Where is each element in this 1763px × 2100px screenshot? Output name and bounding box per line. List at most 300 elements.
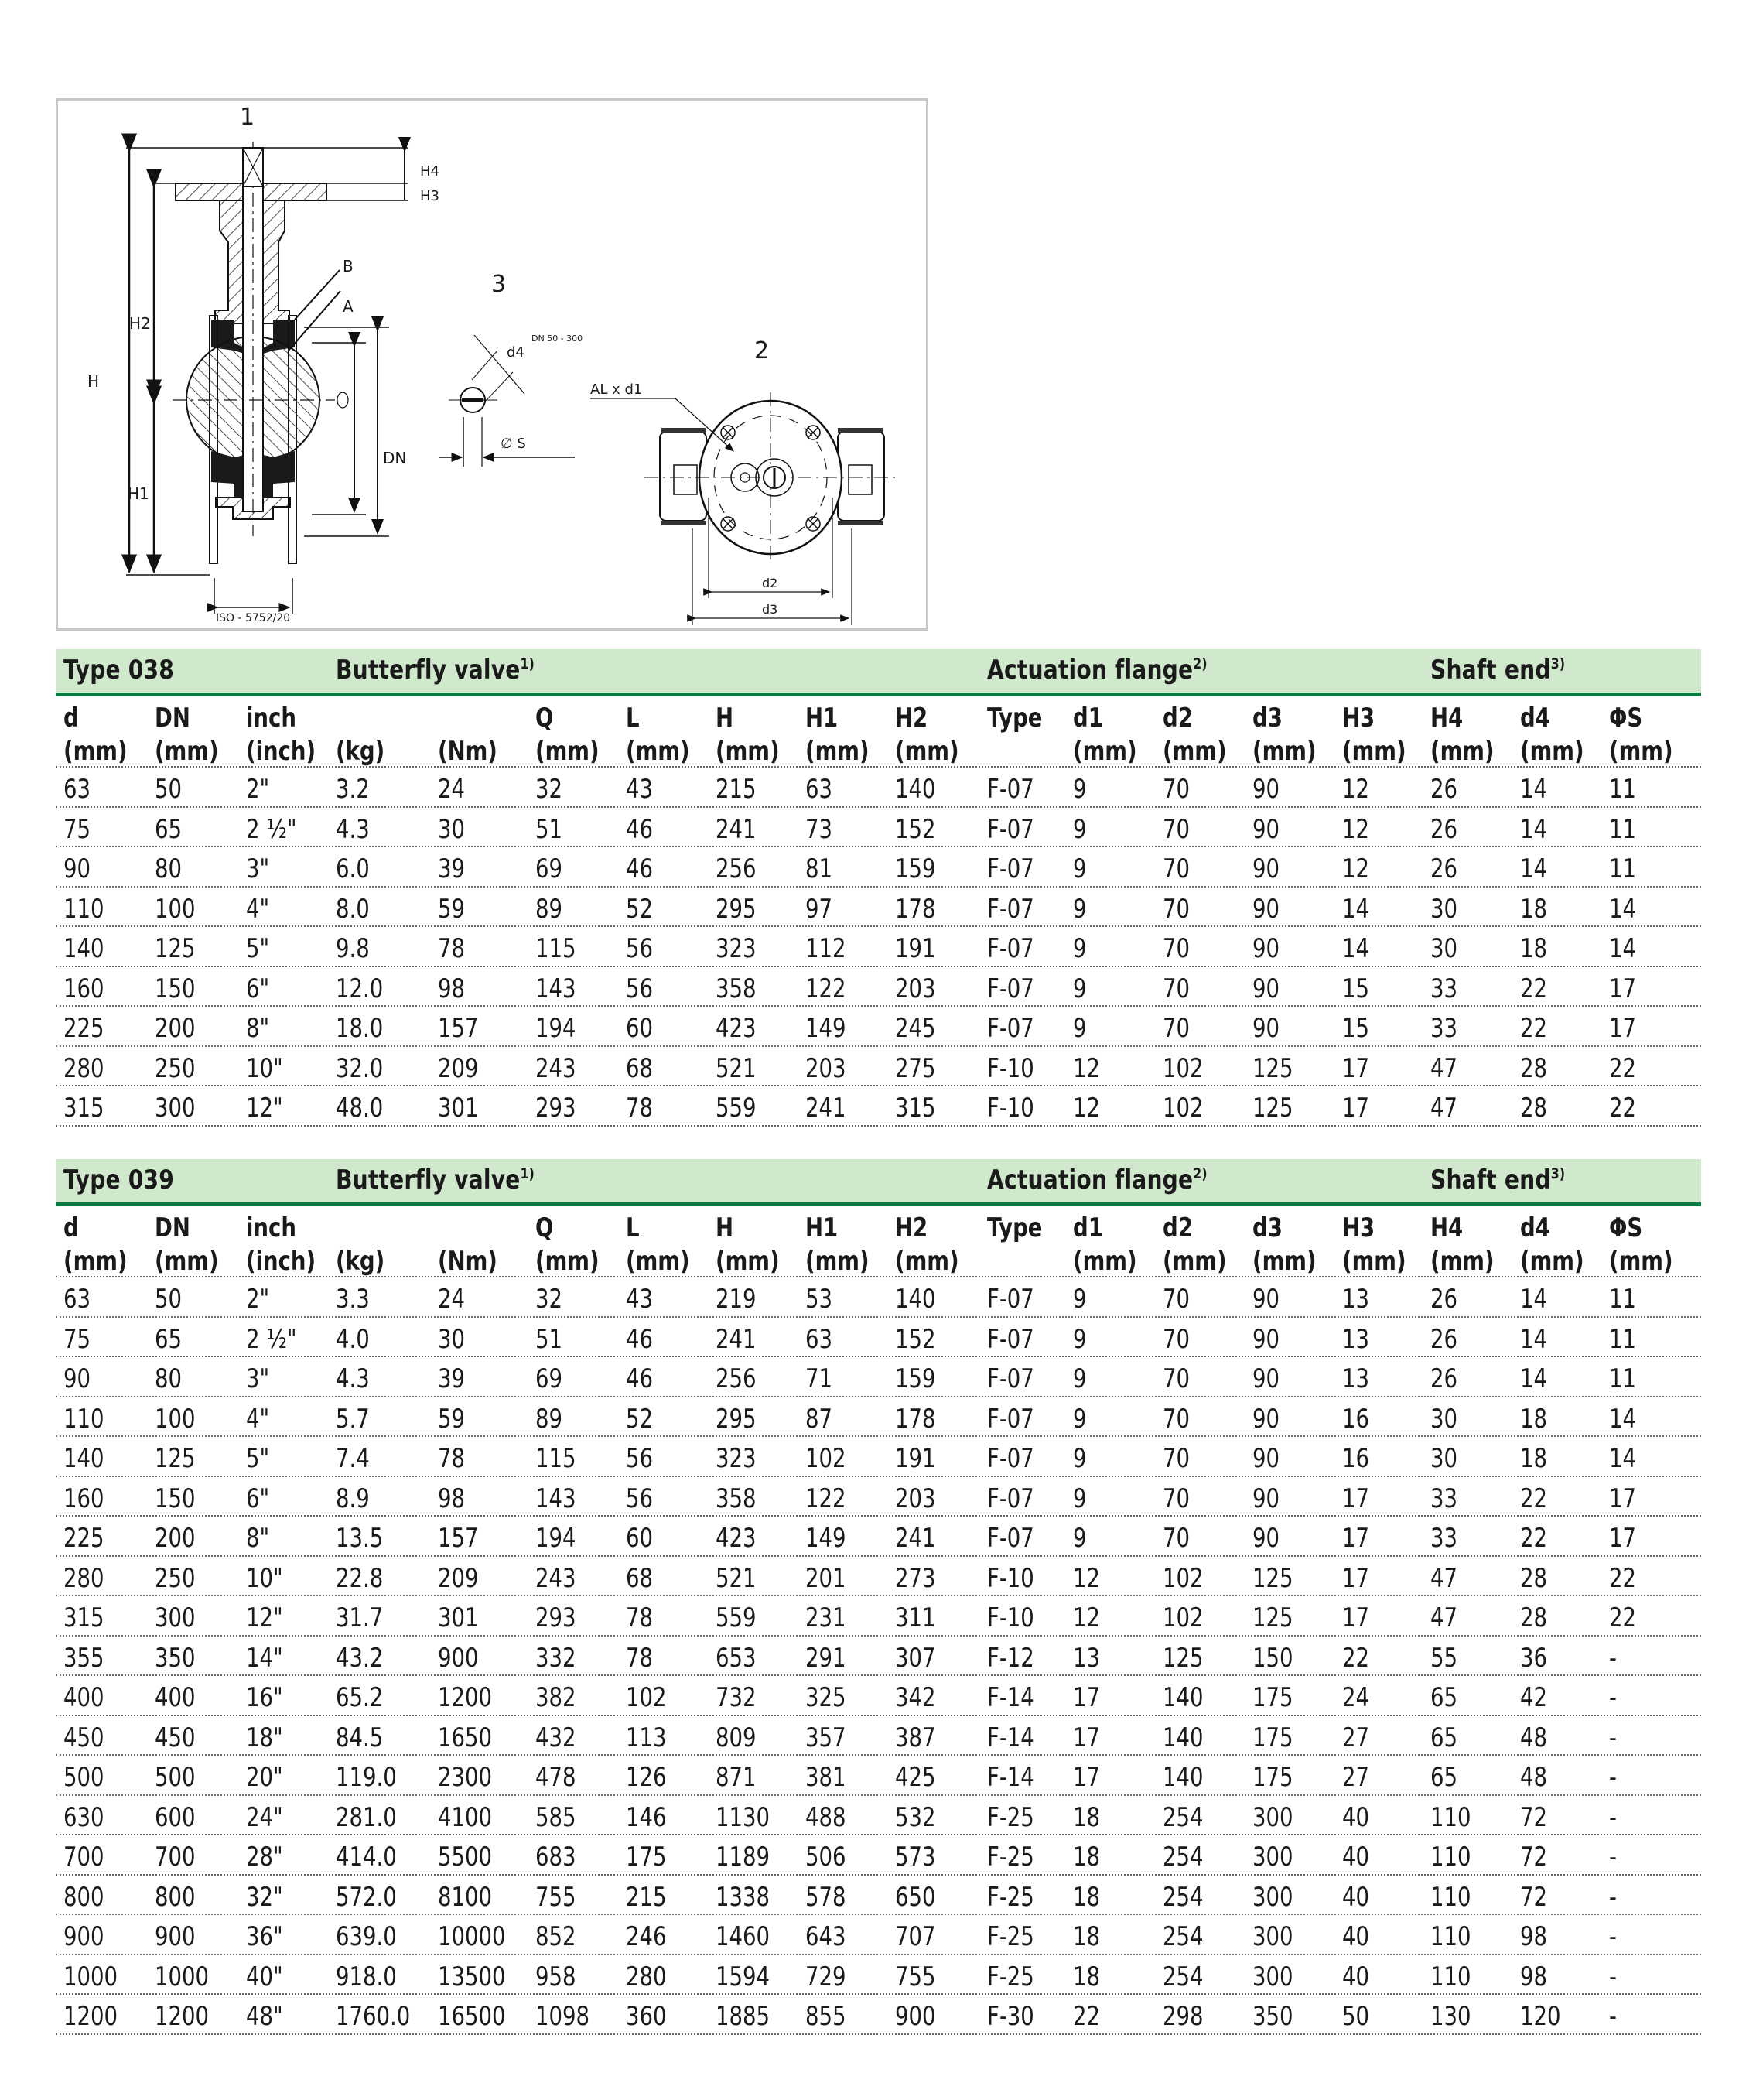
cell-h4: 110 [1430, 1881, 1471, 1913]
cell-dn: 800 [155, 1881, 196, 1913]
cell-q: 382 [535, 1682, 576, 1713]
cell-dn: 500 [155, 1762, 196, 1793]
cell-d1: 9 [1073, 1363, 1087, 1394]
cell-h2: 178 [895, 1403, 936, 1435]
cell-d1: 18 [1073, 1881, 1101, 1913]
cell-l: 56 [626, 1443, 654, 1474]
group-shaft-end: Shaft end$^{3)}$ [1430, 655, 1566, 686]
cell-flange-type: F-10 [987, 1562, 1034, 1594]
cell-l: 52 [626, 893, 654, 925]
cell-h3: 40 [1342, 1801, 1370, 1833]
cell-h2: 707 [895, 1921, 936, 1952]
cell-d3: 175 [1252, 1682, 1293, 1713]
cell-d3: 90 [1252, 1443, 1280, 1474]
cell-torque: 900 [438, 1642, 479, 1674]
cell-h1: 203 [805, 1052, 846, 1084]
cell-d2: 70 [1163, 1443, 1191, 1474]
cell-d4: 22 [1520, 1483, 1548, 1514]
col-header-d4: d4 [1520, 1212, 1550, 1243]
cell-d1: 12 [1073, 1093, 1101, 1124]
cell-d: 315 [63, 1093, 104, 1124]
cell-phi-s: 11 [1609, 1284, 1637, 1315]
cell-inch: 8" [246, 1013, 270, 1044]
spec-table-type-039 [56, 1159, 1701, 2035]
cell-d4: 14 [1520, 1363, 1548, 1394]
cell-torque: 301 [438, 1602, 479, 1633]
cell-torque: 10000 [438, 1921, 506, 1952]
col-unit-d1: (mm) [1073, 736, 1137, 767]
cell-h: 559 [716, 1602, 757, 1633]
cell-d4: 14 [1520, 853, 1548, 884]
table-row [56, 967, 1701, 1007]
cell-d4: 14 [1520, 1284, 1548, 1315]
col-header-dn: DN [155, 1212, 190, 1243]
cell-d1: 22 [1073, 2001, 1101, 2032]
cell-weight: 572.0 [336, 1881, 397, 1913]
col-header-h: H [716, 703, 734, 734]
cell-l: 60 [626, 1013, 654, 1044]
cell-h3: 13 [1342, 1363, 1370, 1394]
cell-d3: 90 [1252, 774, 1280, 805]
cell-d3: 350 [1252, 2001, 1293, 2032]
cell-d4: 120 [1520, 2001, 1561, 2032]
cell-h1: 102 [805, 1443, 846, 1474]
cell-d: 90 [63, 853, 91, 884]
cell-inch: 2 ½" [246, 1323, 297, 1355]
dim-label-DN: DN [383, 449, 407, 467]
cell-h4: 26 [1430, 1284, 1458, 1315]
cell-dn: 50 [155, 1284, 183, 1315]
cell-phi-s: - [1609, 1722, 1617, 1753]
cell-h3: 14 [1342, 893, 1370, 925]
cell-phi-s: - [1609, 1642, 1617, 1674]
col-unit-h: (mm) [716, 736, 780, 767]
cell-h3: 15 [1342, 973, 1370, 1004]
cell-d4: 36 [1520, 1642, 1548, 1674]
cell-h: 241 [716, 813, 757, 845]
cell-d3: 125 [1252, 1093, 1293, 1124]
cell-phi-s: - [1609, 1881, 1617, 1913]
table-row [56, 768, 1701, 808]
cell-flange-type: F-07 [987, 774, 1034, 805]
cell-d1: 9 [1073, 1523, 1087, 1554]
cell-h1: 53 [805, 1284, 833, 1315]
cell-h: 871 [716, 1762, 757, 1793]
dim-label-al-d1: AL x d1 [590, 381, 643, 398]
col-header-h: H [716, 1212, 734, 1243]
cell-dn: 300 [155, 1093, 196, 1124]
cell-d4: 48 [1520, 1762, 1548, 1793]
cell-dn: 1000 [155, 1961, 210, 1992]
cell-d4: 48 [1520, 1722, 1548, 1753]
cell-dn: 350 [155, 1642, 196, 1674]
cell-torque: 39 [438, 1363, 466, 1394]
cell-weight: 32.0 [336, 1052, 384, 1084]
cell-d: 800 [63, 1881, 104, 1913]
cell-h4: 47 [1430, 1562, 1458, 1594]
cell-inch: 6" [246, 973, 270, 1004]
cell-d3: 90 [1252, 1284, 1280, 1315]
col-header-h1: H1 [805, 1212, 839, 1243]
cell-q: 432 [535, 1722, 576, 1753]
dim-label-H3: H3 [420, 188, 439, 204]
col-header-phi-s: ΦS [1609, 1212, 1643, 1243]
cell-phi-s: 22 [1609, 1562, 1637, 1594]
cell-h1: 149 [805, 1013, 846, 1044]
cell-h2: 573 [895, 1842, 936, 1873]
col-header-d4: d4 [1520, 703, 1550, 734]
cell-phi-s: 22 [1609, 1602, 1637, 1633]
cell-weight: 48.0 [336, 1093, 384, 1124]
table-row [56, 1716, 1701, 1756]
cell-d: 63 [63, 1284, 91, 1315]
cell-d: 110 [63, 1403, 104, 1435]
cell-inch: 10" [246, 1562, 283, 1594]
cell-h4: 110 [1430, 1961, 1471, 1992]
cell-d1: 17 [1073, 1682, 1101, 1713]
cell-d: 75 [63, 813, 91, 845]
cell-d: 280 [63, 1052, 104, 1084]
cell-torque: 30 [438, 1323, 466, 1355]
cell-h3: 24 [1342, 1682, 1370, 1713]
cell-h1: 488 [805, 1801, 846, 1833]
cell-dn: 80 [155, 1363, 183, 1394]
table-row [56, 1557, 1701, 1597]
dim-label-phiS: ∅ S [501, 436, 526, 452]
column-header-row [56, 696, 1701, 768]
cell-dn: 1200 [155, 2001, 210, 2032]
cell-inch: 4" [246, 893, 270, 925]
cell-d1: 12 [1073, 1052, 1101, 1084]
col-unit-phi-s: (mm) [1609, 736, 1673, 767]
cell-inch: 12" [246, 1093, 283, 1124]
cell-h: 732 [716, 1682, 757, 1713]
cell-dn: 400 [155, 1682, 196, 1713]
col-header-d: d [63, 1212, 79, 1243]
cell-l: 43 [626, 1284, 654, 1315]
cell-h4: 26 [1430, 1363, 1458, 1394]
cell-dn: 600 [155, 1801, 196, 1833]
cell-flange-type: F-25 [987, 1921, 1034, 1952]
cell-inch: 36" [246, 1921, 283, 1952]
cell-inch: 2" [246, 1284, 270, 1315]
cell-inch: 3" [246, 853, 270, 884]
cell-d3: 175 [1252, 1722, 1293, 1753]
cell-flange-type: F-07 [987, 1323, 1034, 1355]
cell-h2: 315 [895, 1093, 936, 1124]
cell-torque: 98 [438, 1483, 466, 1514]
cell-d3: 125 [1252, 1052, 1293, 1084]
col-unit-dn: (mm) [155, 736, 219, 767]
cell-h1: 578 [805, 1881, 846, 1913]
table-row [56, 1915, 1701, 1955]
cell-q: 69 [535, 1363, 563, 1394]
cell-torque: 78 [438, 933, 466, 964]
cell-l: 46 [626, 853, 654, 884]
cell-dn: 150 [155, 1483, 196, 1514]
cell-dn: 125 [155, 1443, 196, 1474]
cell-d3: 90 [1252, 1363, 1280, 1394]
cell-d2: 70 [1163, 1403, 1191, 1435]
cell-d1: 9 [1073, 933, 1087, 964]
cell-l: 175 [626, 1842, 667, 1873]
cell-q: 1098 [535, 2001, 590, 2032]
cell-flange-type: F-25 [987, 1881, 1034, 1913]
cell-phi-s: - [1609, 1762, 1617, 1793]
cell-flange-type: F-12 [987, 1642, 1034, 1674]
cell-torque: 209 [438, 1052, 479, 1084]
cell-h: 653 [716, 1642, 757, 1674]
cell-q: 293 [535, 1602, 576, 1633]
cell-q: 143 [535, 973, 576, 1004]
col-unit-l: (mm) [626, 736, 690, 767]
cell-d3: 90 [1252, 1483, 1280, 1514]
cell-inch: 20" [246, 1762, 283, 1793]
col-unit-d3: (mm) [1252, 736, 1317, 767]
cell-weight: 6.0 [336, 853, 370, 884]
cell-h: 521 [716, 1052, 757, 1084]
cell-l: 56 [626, 1483, 654, 1514]
cell-d2: 254 [1163, 1881, 1204, 1913]
cell-l: 126 [626, 1762, 667, 1793]
cell-d2: 102 [1163, 1562, 1204, 1594]
cell-phi-s: - [1609, 1682, 1617, 1713]
cell-h: 559 [716, 1093, 757, 1124]
cell-dn: 100 [155, 893, 196, 925]
cell-dn: 125 [155, 933, 196, 964]
cell-d2: 102 [1163, 1052, 1204, 1084]
cell-q: 683 [535, 1842, 576, 1873]
cell-dn: 450 [155, 1722, 196, 1753]
cell-flange-type: F-07 [987, 1284, 1034, 1315]
table-row [56, 1676, 1701, 1716]
cell-dn: 700 [155, 1842, 196, 1873]
col-unit-weight: (kg) [336, 1246, 385, 1277]
col-header-phi-s: ΦS [1609, 703, 1643, 734]
cell-h: 323 [716, 933, 757, 964]
cell-d3: 150 [1252, 1642, 1293, 1674]
cell-d4: 22 [1520, 1013, 1548, 1044]
cell-h: 358 [716, 1483, 757, 1514]
col-header-q: Q [535, 1212, 554, 1243]
col-unit-d2: (mm) [1163, 1246, 1227, 1277]
cell-d: 450 [63, 1722, 104, 1753]
cell-l: 52 [626, 1403, 654, 1435]
cell-h1: 643 [805, 1921, 846, 1952]
col-unit-h2: (mm) [895, 736, 959, 767]
cell-d: 225 [63, 1013, 104, 1044]
col-header-flange-type: Type [987, 1212, 1043, 1243]
cell-torque: 59 [438, 1403, 466, 1435]
cell-phi-s: 11 [1609, 813, 1637, 845]
col-unit-d: (mm) [63, 736, 128, 767]
cell-weight: 918.0 [336, 1961, 397, 1992]
cell-flange-type: F-30 [987, 2001, 1034, 2032]
dim-label-d3: d3 [762, 602, 778, 617]
dim-label-iso: ISO - 5752/20 [216, 612, 291, 624]
col-header-h2: H2 [895, 703, 928, 734]
cell-h: 521 [716, 1562, 757, 1594]
cell-d3: 300 [1252, 1801, 1293, 1833]
cell-inch: 6" [246, 1483, 270, 1514]
cell-phi-s: 14 [1609, 1403, 1637, 1435]
cell-phi-s: 11 [1609, 1363, 1637, 1394]
cell-weight: 84.5 [336, 1722, 384, 1753]
col-unit-h4: (mm) [1430, 1246, 1495, 1277]
label-B: B [343, 257, 354, 275]
cell-inch: 3" [246, 1363, 270, 1394]
cell-h3: 40 [1342, 1881, 1370, 1913]
cell-l: 246 [626, 1921, 667, 1952]
cell-h1: 729 [805, 1961, 846, 1992]
cell-h2: 311 [895, 1602, 936, 1633]
cell-h4: 26 [1430, 853, 1458, 884]
cell-inch: 4" [246, 1403, 270, 1435]
cell-h2: 203 [895, 973, 936, 1004]
cell-h: 256 [716, 853, 757, 884]
cell-q: 32 [535, 774, 563, 805]
cell-d1: 18 [1073, 1921, 1101, 1952]
cell-h: 1594 [716, 1961, 770, 1992]
col-header-h3: H3 [1342, 703, 1375, 734]
cell-h2: 152 [895, 1323, 936, 1355]
cell-h3: 22 [1342, 1642, 1370, 1674]
cell-h3: 40 [1342, 1842, 1370, 1873]
cell-d: 1000 [63, 1961, 118, 1992]
cell-h2: 387 [895, 1722, 936, 1753]
cell-d3: 90 [1252, 1013, 1280, 1044]
cell-weight: 281.0 [336, 1801, 397, 1833]
cell-flange-type: F-25 [987, 1961, 1034, 1992]
cell-weight: 7.4 [336, 1443, 370, 1474]
cell-d: 630 [63, 1801, 104, 1833]
cell-h1: 506 [805, 1842, 846, 1873]
cell-q: 293 [535, 1093, 576, 1124]
cell-d4: 42 [1520, 1682, 1548, 1713]
cell-d1: 13 [1073, 1642, 1101, 1674]
cell-d1: 9 [1073, 1013, 1087, 1044]
col-unit-h3: (mm) [1342, 736, 1406, 767]
cell-q: 478 [535, 1762, 576, 1793]
cell-d3: 125 [1252, 1562, 1293, 1594]
column-header-row [56, 1206, 1701, 1277]
cell-weight: 3.2 [336, 774, 370, 805]
valve-drawing-svg [2, 2, 1763, 699]
cell-inch: 40" [246, 1961, 283, 1992]
cell-dn: 150 [155, 973, 196, 1004]
col-unit-h3: (mm) [1342, 1246, 1406, 1277]
cell-d: 140 [63, 933, 104, 964]
cell-h1: 325 [805, 1682, 846, 1713]
cell-dn: 50 [155, 774, 183, 805]
cell-d4: 28 [1520, 1052, 1548, 1084]
col-unit-inch: (inch) [246, 736, 316, 767]
cell-l: 78 [626, 1602, 654, 1633]
col-header-q: Q [535, 703, 554, 734]
cell-phi-s: 17 [1609, 1013, 1637, 1044]
cell-h1: 231 [805, 1602, 846, 1633]
cell-h3: 27 [1342, 1762, 1370, 1793]
cell-d: 400 [63, 1682, 104, 1713]
cell-h4: 110 [1430, 1921, 1471, 1952]
cell-weight: 12.0 [336, 973, 384, 1004]
type-label: Type 039 [63, 1165, 175, 1195]
cell-d3: 125 [1252, 1602, 1293, 1633]
cell-weight: 8.9 [336, 1483, 370, 1514]
cell-h4: 30 [1430, 893, 1458, 925]
cell-d1: 9 [1073, 1483, 1087, 1514]
cell-h: 295 [716, 1403, 757, 1435]
cell-dn: 65 [155, 1323, 183, 1355]
cell-flange-type: F-10 [987, 1602, 1034, 1633]
cell-torque: 78 [438, 1443, 466, 1474]
cell-h2: 245 [895, 1013, 936, 1044]
cell-flange-type: F-07 [987, 933, 1034, 964]
cell-l: 78 [626, 1093, 654, 1124]
cell-inch: 16" [246, 1682, 283, 1713]
cell-l: 60 [626, 1523, 654, 1554]
cell-d3: 90 [1252, 1523, 1280, 1554]
cell-h2: 275 [895, 1052, 936, 1084]
col-unit-h1: (mm) [805, 1246, 870, 1277]
cell-h: 215 [716, 774, 757, 805]
cell-d: 160 [63, 1483, 104, 1514]
table-row [56, 1756, 1701, 1796]
cell-q: 958 [535, 1961, 576, 1992]
cell-h2: 191 [895, 933, 936, 964]
cell-d2: 70 [1163, 1523, 1191, 1554]
cell-d1: 17 [1073, 1722, 1101, 1753]
cell-h4: 65 [1430, 1762, 1458, 1793]
spec-table-type-038 [56, 649, 1701, 1127]
col-header-h4: H4 [1430, 703, 1464, 734]
cell-d4: 28 [1520, 1093, 1548, 1124]
col-unit-q: (mm) [535, 1246, 600, 1277]
cell-d4: 14 [1520, 1323, 1548, 1355]
group-header-band [56, 1159, 1701, 1206]
cell-phi-s: 11 [1609, 853, 1637, 884]
cell-h3: 14 [1342, 933, 1370, 964]
col-unit-torque: (Nm) [438, 736, 497, 767]
cell-h3: 17 [1342, 1523, 1370, 1554]
cell-inch: 2 ½" [246, 813, 297, 845]
cell-phi-s: 11 [1609, 1323, 1637, 1355]
cell-phi-s: 17 [1609, 1523, 1637, 1554]
cell-d2: 140 [1163, 1682, 1204, 1713]
cell-q: 51 [535, 813, 563, 845]
cell-h2: 900 [895, 2001, 936, 2032]
col-header-h3: H3 [1342, 1212, 1375, 1243]
group-shaft-end: Shaft end$^{3)}$ [1430, 1165, 1566, 1195]
cell-q: 194 [535, 1523, 576, 1554]
cell-d4: 98 [1520, 1961, 1548, 1992]
cell-d1: 18 [1073, 1842, 1101, 1873]
group-actuation-flange: Actuation flange$^{2)}$ [987, 1165, 1208, 1195]
col-header-h2: H2 [895, 1212, 928, 1243]
cell-h1: 855 [805, 2001, 846, 2032]
table-row [56, 1318, 1701, 1358]
cell-h3: 12 [1342, 813, 1370, 845]
cell-d: 315 [63, 1602, 104, 1633]
table-body [56, 768, 1701, 1127]
col-header-d1: d1 [1073, 703, 1103, 734]
cell-h2: 755 [895, 1961, 936, 1992]
cell-phi-s: 17 [1609, 973, 1637, 1004]
cell-flange-type: F-10 [987, 1052, 1034, 1084]
cell-flange-type: F-25 [987, 1801, 1034, 1833]
table-row [56, 808, 1701, 848]
cell-weight: 43.2 [336, 1642, 384, 1674]
